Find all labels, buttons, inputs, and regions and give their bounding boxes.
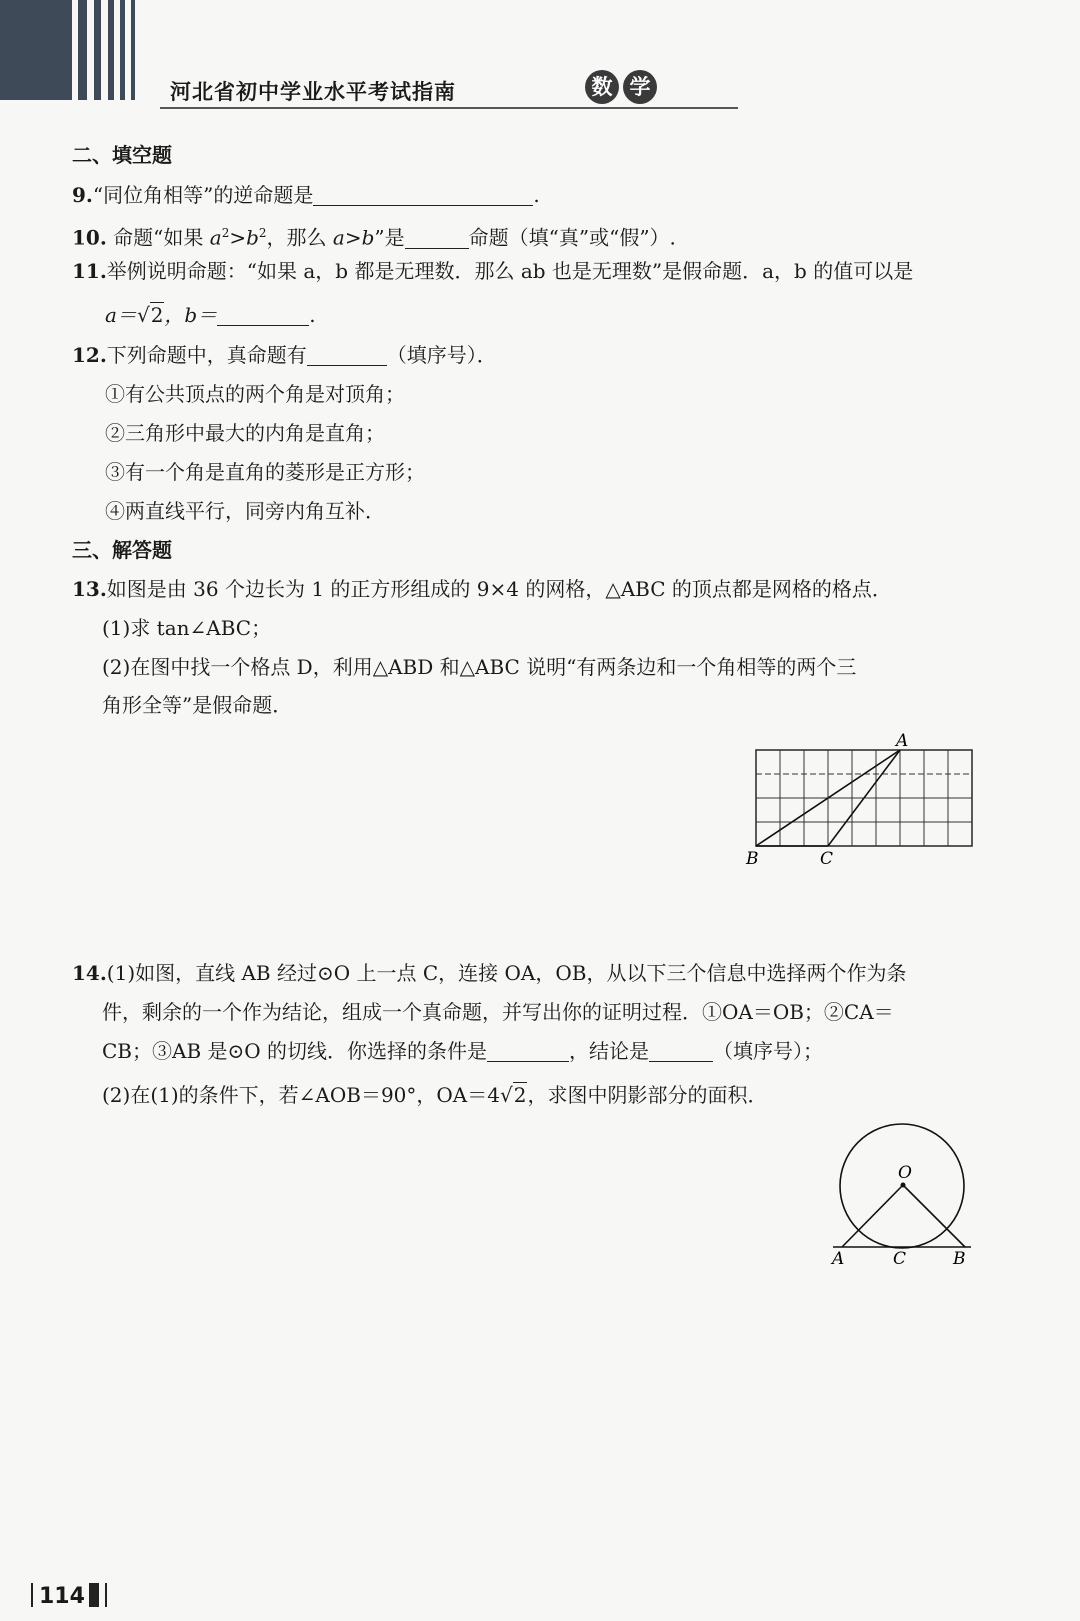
subject-badge <box>585 70 657 104</box>
subject-char-2: 学 <box>623 70 657 104</box>
q12-option-3: ③有一个角是直角的菱形是正方形； <box>105 460 425 484</box>
section-heading-fill-in: 二、填空题 <box>72 143 172 167</box>
q10-post2: 命题（填“真”或“假”）. <box>468 225 676 250</box>
question-11 <box>72 256 913 286</box>
q12-number: 12. <box>72 343 107 367</box>
q11-text: 举例说明命题：“如果 a，b 都是无理数．那么 ab 也是无理数”是假命题．a，b 的值可以是 <box>106 259 914 283</box>
q14-conclusion-blank[interactable] <box>649 1039 713 1062</box>
q14-line4: (2)在(1)的条件下，若∠AOB＝90°，OA＝4√2，求图中阴影部分的面积． <box>102 1083 768 1107</box>
q12-option-2: ②三角形中最大的内角是直角； <box>105 421 385 445</box>
label-b: B <box>953 1249 966 1269</box>
q10-answer-blank[interactable] <box>405 226 469 249</box>
center-point <box>901 1183 906 1188</box>
question-13 <box>72 574 892 604</box>
question-14 <box>72 958 906 988</box>
footer-bar-right <box>105 1583 107 1607</box>
q13-number: 13. <box>72 577 107 601</box>
segment-oa <box>842 1185 903 1247</box>
question-9 <box>72 180 540 210</box>
q14-line2: 件，剩余的一个作为结论，组成一个真命题，并写出你的证明过程．①OA＝OB；②CA＝ <box>102 1000 894 1024</box>
book-title: 河北省初中学业水平考试指南 <box>170 80 456 104</box>
footer-bar-left <box>31 1583 33 1607</box>
label-b: B <box>746 849 759 868</box>
question-11-line2: a＝√2，b＝ . <box>105 303 316 327</box>
q10-number: 10. <box>72 225 107 250</box>
q14-number: 14. <box>72 961 107 985</box>
q9-text: “同位角相等”的逆命题是 <box>92 183 314 207</box>
page-footer <box>25 1583 113 1609</box>
q9-answer-blank[interactable] <box>313 183 533 206</box>
q14-line3-c: （填序号）； <box>713 1039 824 1063</box>
question-10 <box>72 218 676 253</box>
q11-b-eq: ，b＝ <box>164 303 218 327</box>
q11-sqrt: 2 <box>150 303 164 327</box>
q10-pre: 命题“如果 <box>113 225 210 250</box>
q10-var-b2: b <box>361 225 375 250</box>
q11-answer-blank[interactable] <box>217 303 309 326</box>
question-12 <box>72 340 497 370</box>
q10-exp-a: 2 <box>221 226 230 240</box>
grid-triangle-figure <box>740 728 990 868</box>
page-number: 114 <box>39 1584 85 1609</box>
q13-text: 如图是由 36 个边长为 1 的正方形组成的 9×4 的网格，△ABC 的顶点都是网格的格点． <box>106 577 892 601</box>
q11-a-eq: a＝ <box>105 303 137 327</box>
header-rule <box>160 107 738 109</box>
q10-mid: ，那么 <box>266 225 333 250</box>
q10-gt: > <box>229 225 247 250</box>
q10-post: ”是 <box>374 225 405 250</box>
label-a: A <box>832 1249 845 1269</box>
footer-block <box>89 1583 99 1607</box>
q14-line1: (1)如图，直线 AB 经过⊙O 上一点 C，连接 OA，OB，从以下三个信息中选择两个作为条 <box>106 961 907 985</box>
q12-answer-blank[interactable] <box>307 343 387 366</box>
q9-end: . <box>533 183 540 207</box>
header-stripes <box>0 0 150 108</box>
q10-var-a2: a <box>332 225 345 250</box>
label-c: C <box>820 849 834 868</box>
q13-part-2-cont: 角形全等”是假命题． <box>102 693 293 717</box>
label-o: O <box>898 1163 912 1183</box>
q10-var-b: b <box>246 225 259 250</box>
q14-line3-b: ，结论是 <box>569 1039 650 1063</box>
q14-line3-a: CB；③AB 是⊙O 的切线．你选择的条件是 <box>102 1039 488 1063</box>
section-heading-solve: 三、解答题 <box>72 538 172 562</box>
q9-number: 9. <box>72 183 93 207</box>
q13-part-1: (1)求 tan∠ABC； <box>102 616 272 640</box>
circle-tangent-figure <box>825 1120 985 1270</box>
q11-number: 11. <box>72 259 107 283</box>
label-c: C <box>893 1249 907 1269</box>
q12-post: （填序号）． <box>386 343 497 367</box>
subject-char-1: 数 <box>585 70 619 104</box>
label-a: A <box>896 731 909 751</box>
q10-var-a: a <box>209 225 222 250</box>
q10-gt2: > <box>344 225 362 250</box>
q12-option-1: ①有公共顶点的两个角是对顶角； <box>105 382 405 406</box>
q14-line3 <box>102 1036 823 1066</box>
q11-end: . <box>309 303 316 327</box>
q13-part-2: (2)在图中找一个格点 D，利用△ABD 和△ABC 说明“有两条边和一个角相等的两个三 <box>102 655 857 679</box>
q14-line4-b: ，求图中阴影部分的面积． <box>527 1083 768 1107</box>
q14-line4-a: (2)在(1)的条件下，若∠AOB＝90°，OA＝4 <box>102 1083 500 1107</box>
q10-exp-b: 2 <box>258 226 267 240</box>
q14-condition-blank[interactable] <box>487 1039 569 1062</box>
q12-text: 下列命题中，真命题有 <box>106 343 307 367</box>
q12-option-4: ④两直线平行，同旁内角互补． <box>105 499 385 523</box>
q14-sqrt: 2 <box>513 1083 527 1107</box>
